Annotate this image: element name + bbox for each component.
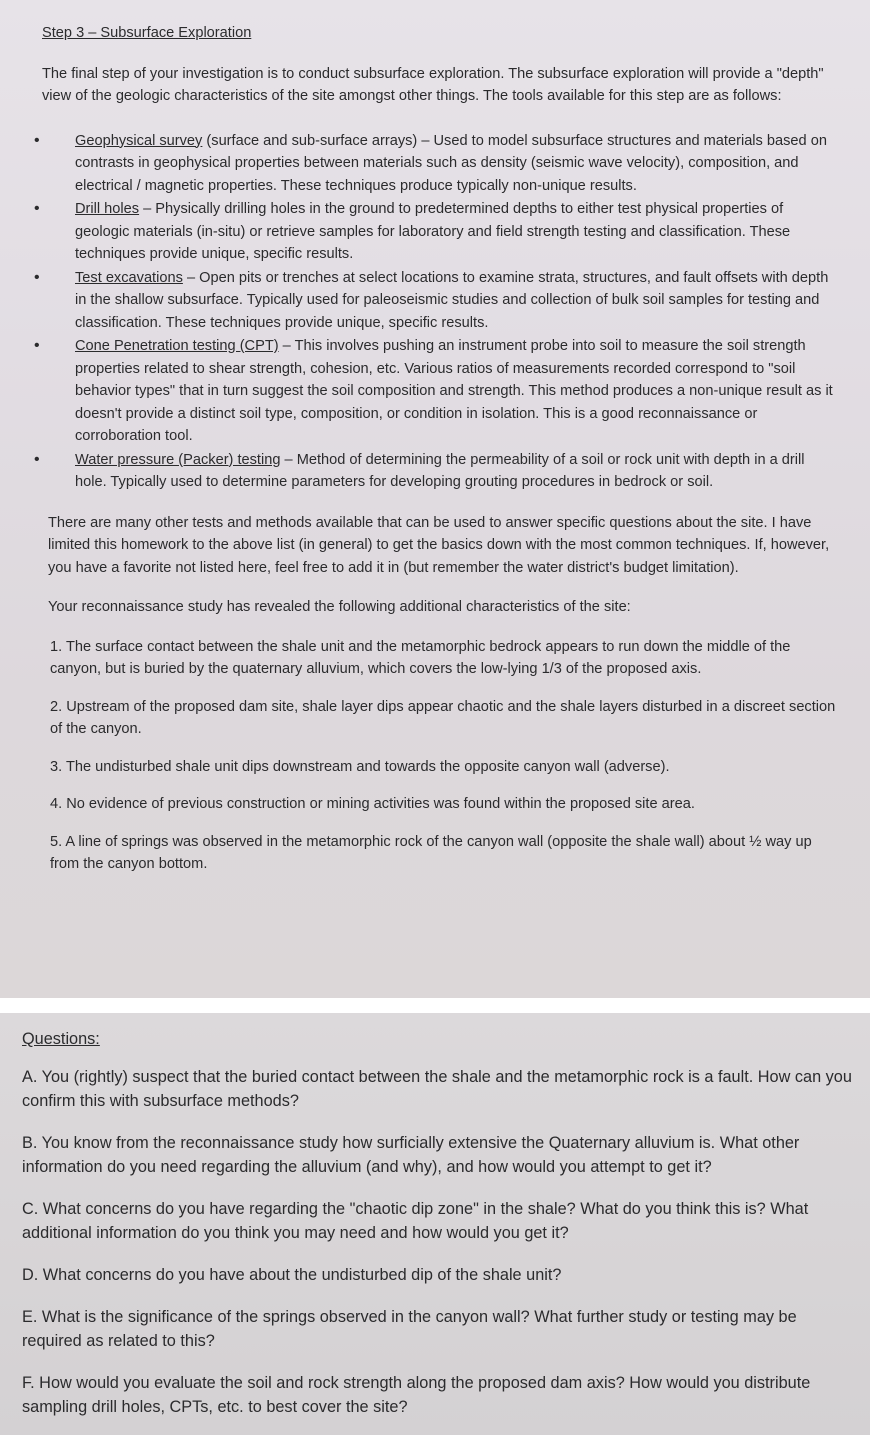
observation-item: 5. A line of springs was observed in the metamorphic rock of the canyon wall (opposite the shale wall) about ½ way up from the canyon bottom. <box>50 833 812 872</box>
question-item: E. What is the significance of the springs observed in the canyon wall? What further study or testing may be required as related to this? <box>22 1308 797 1350</box>
tool-description: – Physically drilling holes in the ground to predetermined depths to either test physical properties of geologic materials (in-situ) or retrieve samples for laboratory and field strength testing and classification. These techniques provide unique, specific results. <box>75 201 791 262</box>
step-heading: Step 3 – Subsurface Exploration <box>42 25 252 41</box>
bullet-icon: • <box>34 131 40 149</box>
tool-name: Geophysical survey <box>75 132 203 149</box>
tool-description: (surface and sub-surface arrays) – Used to model subsurface structures and materials based on contrasts in geophysical properties between materials such as density (seismic wave velocity), composition, and electrical / magnetic properties. These techniques produce typically non-unique results. <box>75 132 827 194</box>
tool-description: – Method of determining the permeability of a soil or rock unit with depth in a drill hole. Typically used to determine parameters for developing grouting procedures in bedrock or soil. <box>75 451 805 490</box>
tool-item-test-excavations <box>34 267 840 335</box>
tools-list <box>34 130 840 494</box>
bullet-icon: • <box>34 200 40 217</box>
bullet-icon: • <box>34 268 40 286</box>
tool-description: – This involves pushing an instrument probe into soil to measure the soil strength properties related to shear strength, cohesion, etc. Various ratios of measurements recorded correspond to "soil behavior types" that in turn suggest the soil composition and strength. This method produces a non-unique result as it doesn't provide a distinct soil type, composition, or condition in isolation. This is a good reconnaissance or corroboration tool. <box>75 338 833 444</box>
other-tests-paragraph: There are many other tests and methods available that can be used to answer specific questions about the site. I have limited this homework to the above list (in general) to get the basics down with the most common techniques. If, however, you have a favorite not listed here, feel free to add it in (but remember the water district's budget limitation). <box>48 514 830 576</box>
bullet-icon: • <box>34 337 40 354</box>
observation-item: 2. Upstream of the proposed dam site, shale layer dips appear chaotic and the shale layers disturbed in a discreet section of the canyon. <box>50 698 836 737</box>
intro-paragraph: The final step of your investigation is to conduct subsurface exploration. The subsurface exploration will provide a "depth" view of the geologic characteristics of the site amongst other things. The tools available for this step are as follows: <box>42 65 824 104</box>
tool-description: – Open pits or trenches at select locations to examine strata, structures, and fault offsets with depth in the shallow subsurface. Typically used for paleoseismic studies and collection of bulk soil samples for testing and classification. These techniques provide unique, specific results. <box>75 269 829 331</box>
tool-item-packer-testing <box>34 449 840 494</box>
question-item: A. You (rightly) suspect that the buried contact between the shale and the metamorphic rock is a fault. How can you confirm this with subsurface methods? <box>22 1068 852 1110</box>
observation-item: 4. No evidence of previous construction or mining activities was found within the proposed site area. <box>50 796 695 812</box>
question-item: F. How would you evaluate the soil and rock strength along the proposed dam axis? How would you distribute sampling drill holes, CPTs, etc. to best cover the site? <box>22 1374 811 1416</box>
observation-item: 3. The undisturbed shale unit dips downstream and towards the opposite canyon wall (adverse). <box>50 758 670 775</box>
tool-name: Water pressure (Packer) testing <box>75 451 281 468</box>
tool-item-geophysical <box>34 130 840 198</box>
questions-page <box>0 1013 870 1435</box>
tool-name: Drill holes <box>75 201 140 217</box>
question-item: C. What concerns do you have regarding the "chaotic dip zone" in the shale? What do you think this is? What additional information do you think you may need and how would you get it? <box>22 1200 809 1242</box>
questions-heading: Questions: <box>22 1030 100 1048</box>
recon-intro: Your reconnaissance study has revealed the following additional characteristics of the site: <box>48 599 631 615</box>
question-item: D. What concerns do you have about the undisturbed dip of the shale unit? <box>22 1266 562 1284</box>
tool-name: Cone Penetration testing (CPT) <box>75 338 279 354</box>
tool-name: Test excavations <box>75 269 183 286</box>
bullet-icon: • <box>34 450 40 468</box>
tool-item-cpt <box>34 335 840 448</box>
observation-item: 1. The surface contact between the shale unit and the metamorphic bedrock appears to run down the middle of the canyon, but is buried by the quaternary alluvium, which covers the low-lying 1/3 of the proposed axis. <box>50 638 791 677</box>
tool-item-drill-holes <box>34 198 840 266</box>
question-item: B. You know from the reconnaissance study how surficially extensive the Quaternary alluvium is. What other information do you need regarding the alluvium (and why), and how would you attempt to get it? <box>22 1134 800 1176</box>
